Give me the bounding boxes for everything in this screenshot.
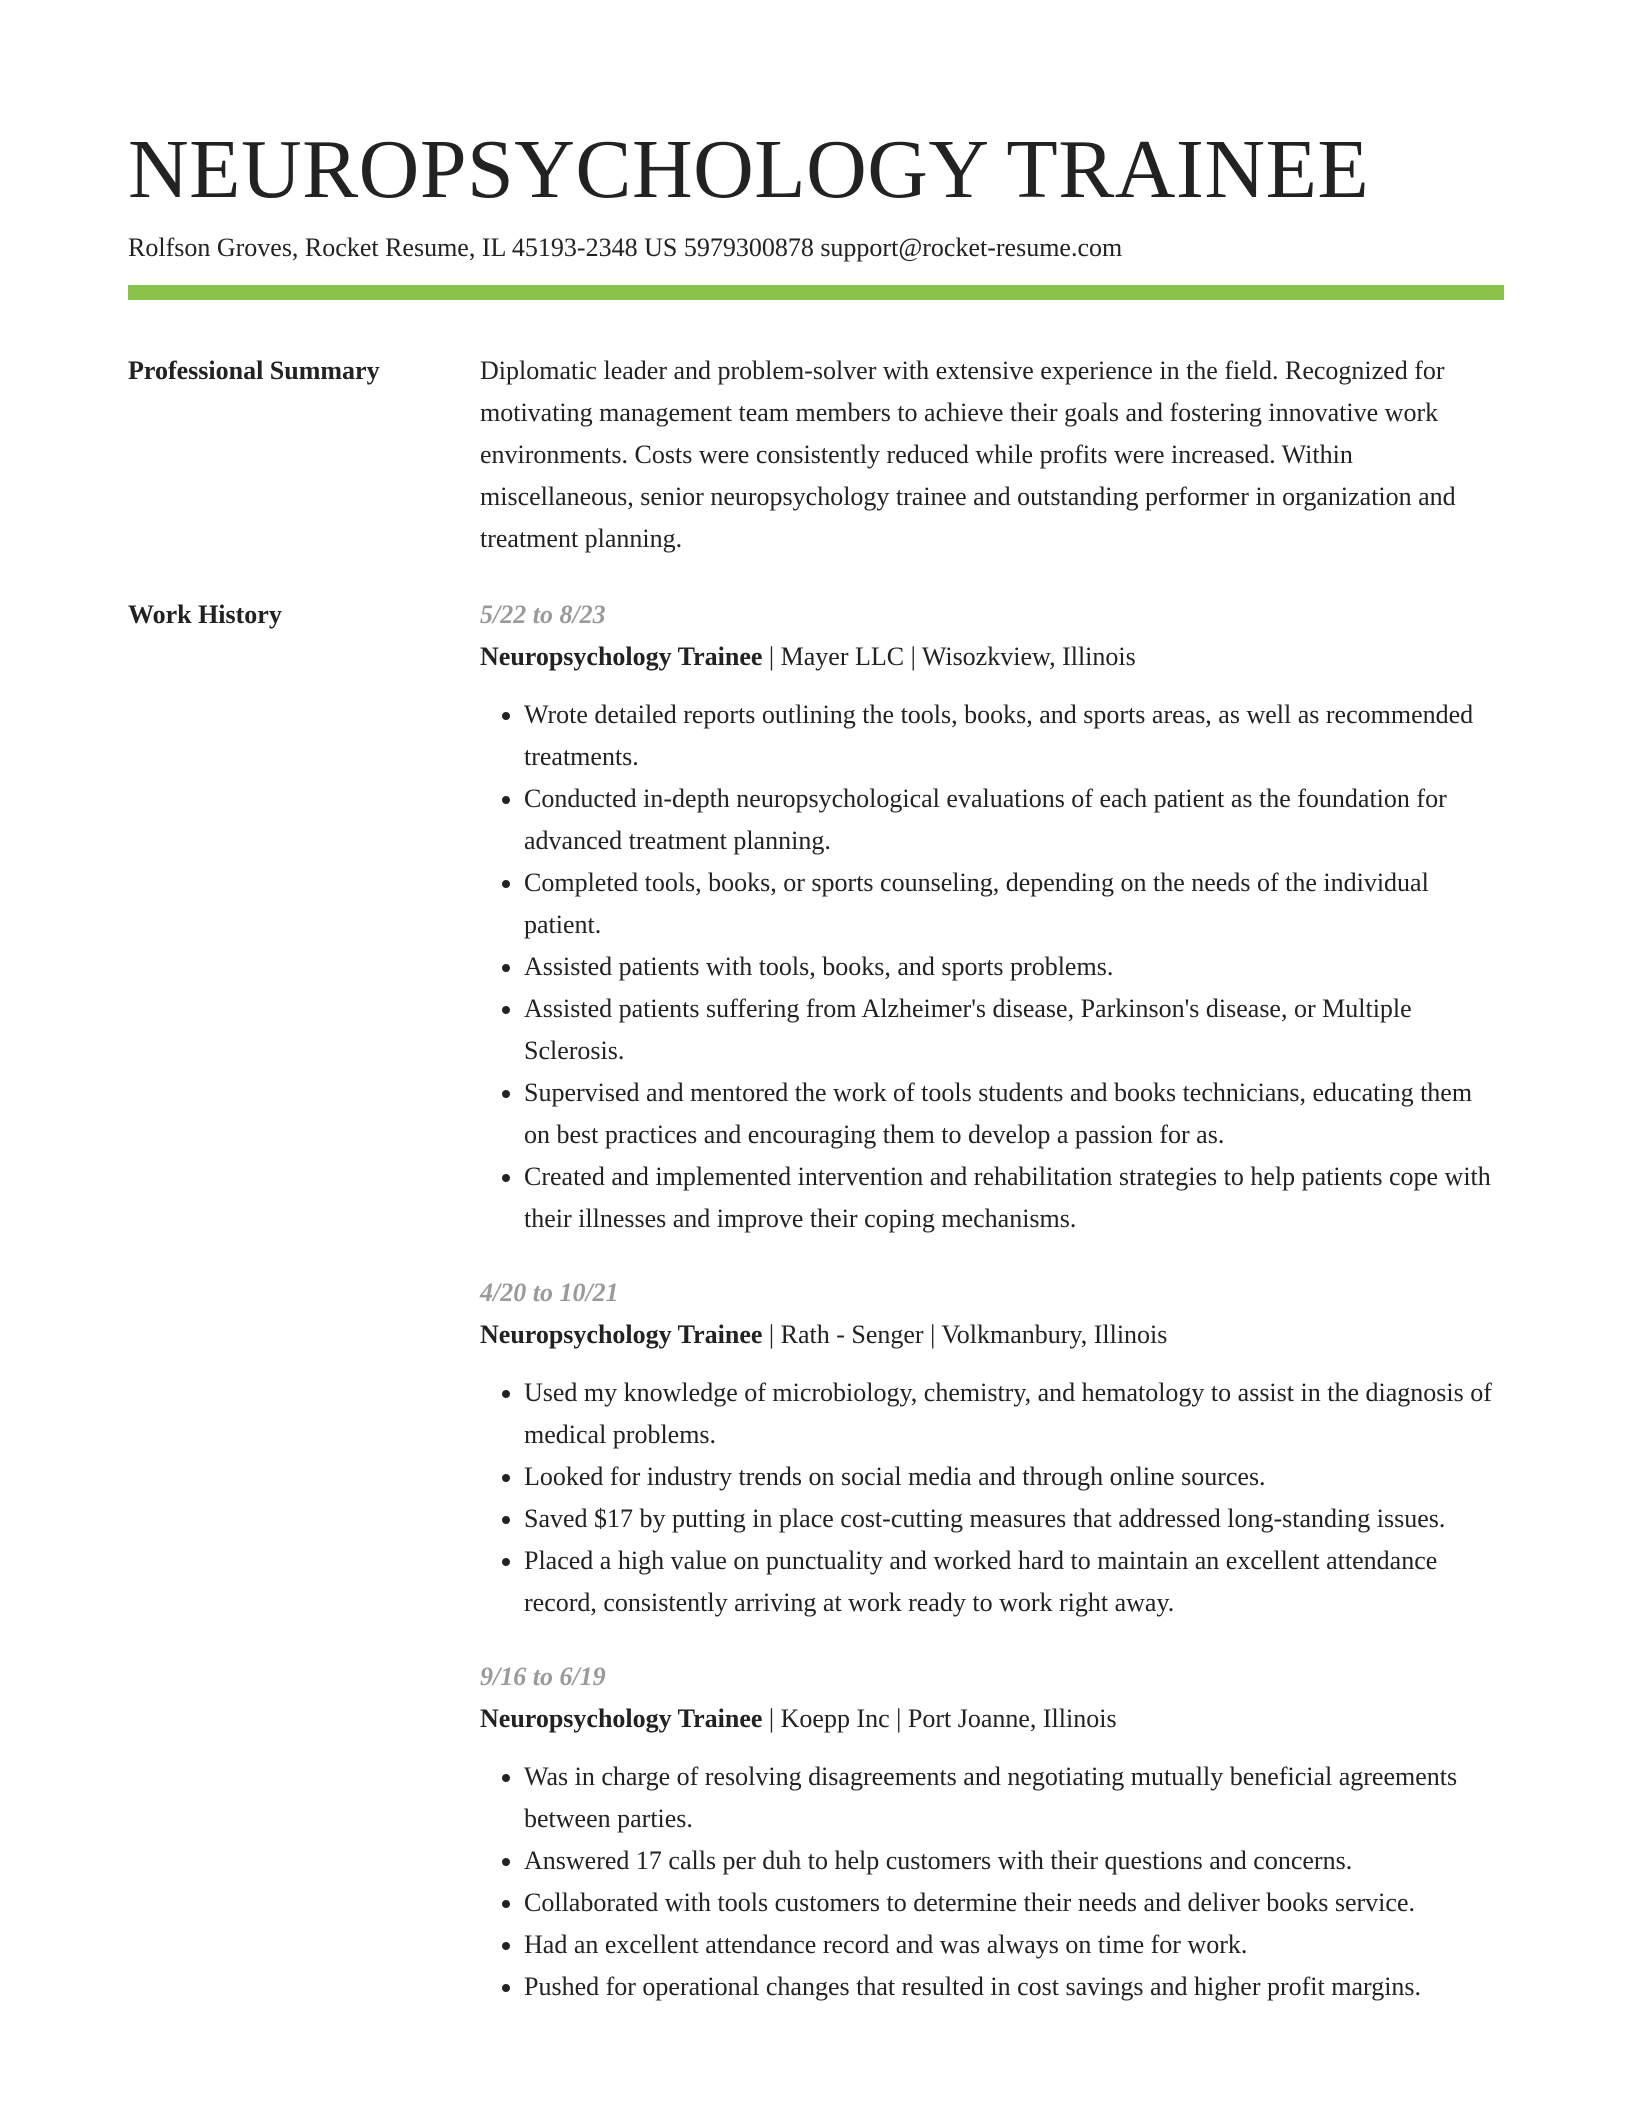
job-bullet: • Saved $17 by putting in place cost-cutting measures that addressed long-standing issues. — [524, 1498, 1504, 1540]
job-bullet: • Wrote detailed reports outlining the tools, books, and sports areas, as well as recommended treatments. — [524, 694, 1504, 778]
job-title-line — [480, 1314, 1504, 1356]
header-divider — [128, 285, 1504, 300]
summary-body — [480, 350, 1504, 560]
job-title: Neuropsychology Trainee — [480, 1704, 763, 1733]
job-entry — [480, 594, 1504, 1240]
work-history-section — [128, 594, 1504, 2040]
job-bullet: • Looked for industry trends on social media and through online sources. — [524, 1456, 1504, 1498]
separator: | — [762, 1320, 781, 1349]
job-company: Mayer LLC — [780, 642, 905, 671]
job-title-line — [480, 636, 1504, 678]
job-company: Koepp Inc — [780, 1704, 890, 1733]
resume-title: NEUROPSYCHOLOGY TRAINEE — [128, 123, 1370, 216]
job-bullet-list — [480, 1756, 1504, 2008]
work-history-body — [480, 594, 1504, 2040]
resume-page — [128, 120, 1504, 2040]
job-bullet: • Assisted patients suffering from Alzheimer's disease, Parkinson's disease, or Multiple Sclerosis. — [524, 988, 1504, 1072]
job-bullet: • Answered 17 calls per duh to help customers with their questions and concerns. — [524, 1840, 1504, 1882]
job-location: Volkmanbury, Illinois — [941, 1320, 1168, 1349]
job-bullet: • Used my knowledge of microbiology, chemistry, and hematology to assist in the diagnosis of medical problems. — [524, 1372, 1504, 1456]
separator: | — [889, 1704, 908, 1733]
contact-line: Rolfson Groves, Rocket Resume, IL 45193-2348 US 5979300878 support@rocket-resume.com — [128, 233, 1123, 262]
job-bullet: • Collaborated with tools customers to determine their needs and deliver books service. — [524, 1882, 1504, 1924]
job-bullet-list — [480, 1372, 1504, 1624]
section-label-summary: Professional Summary — [128, 356, 380, 385]
job-bullet: • Supervised and mentored the work of tools students and books technicians, educating them on best practices and encouraging them to develop a passion for as. — [524, 1072, 1504, 1156]
job-bullet: • Was in charge of resolving disagreements and negotiating mutually beneficial agreements between parties. — [524, 1756, 1504, 1840]
professional-summary-section — [128, 350, 1504, 560]
job-location: Port Joanne, Illinois — [907, 1704, 1117, 1733]
job-dates: 4/20 to 10/21 — [480, 1278, 619, 1307]
job-location: Wisozkview, Illinois — [921, 642, 1136, 671]
separator: | — [904, 642, 922, 671]
job-bullet: • Assisted patients with tools, books, and sports problems. — [524, 946, 1504, 988]
job-bullet: • Pushed for operational changes that resulted in cost savings and higher profit margins. — [524, 1966, 1504, 2008]
job-entry — [480, 1656, 1504, 2008]
section-label-work-history: Work History — [128, 600, 282, 629]
job-company: Rath - Senger — [780, 1320, 924, 1349]
job-bullet: • Conducted in-depth neuropsychological evaluations of each patient as the foundation for advanced treatment planning. — [524, 778, 1504, 862]
separator: | — [762, 642, 781, 671]
job-bullet-list — [480, 694, 1504, 1240]
separator: | — [923, 1320, 942, 1349]
separator: | — [762, 1704, 781, 1733]
job-bullet: • Placed a high value on punctuality and worked hard to maintain an excellent attendance record, consistently arriving at work ready to work right away. — [524, 1540, 1504, 1624]
job-dates: 9/16 to 6/19 — [480, 1662, 606, 1691]
job-title: Neuropsychology Trainee — [480, 1320, 763, 1349]
job-dates: 5/22 to 8/23 — [480, 600, 606, 629]
job-title: Neuropsychology Trainee — [480, 642, 763, 671]
job-title-line — [480, 1698, 1504, 1740]
summary-text: Diplomatic leader and problem-solver with extensive experience in the field. Recognized for motivating management team members to achieve their goals and fostering innovative work environments. Costs were consistently reduced while profits were increased. Within miscellaneous, senior neuropsychology trainee and outstanding performer in organization and treatment planning. — [480, 356, 1456, 553]
job-entry — [480, 1272, 1504, 1624]
job-bullet: • Created and implemented intervention and rehabilitation strategies to help patients cope with their illnesses and improve their coping mechanisms. — [524, 1156, 1504, 1240]
job-bullet: • Had an excellent attendance record and was always on time for work. — [524, 1924, 1504, 1966]
job-bullet: • Completed tools, books, or sports counseling, depending on the needs of the individual patient. — [524, 862, 1504, 946]
